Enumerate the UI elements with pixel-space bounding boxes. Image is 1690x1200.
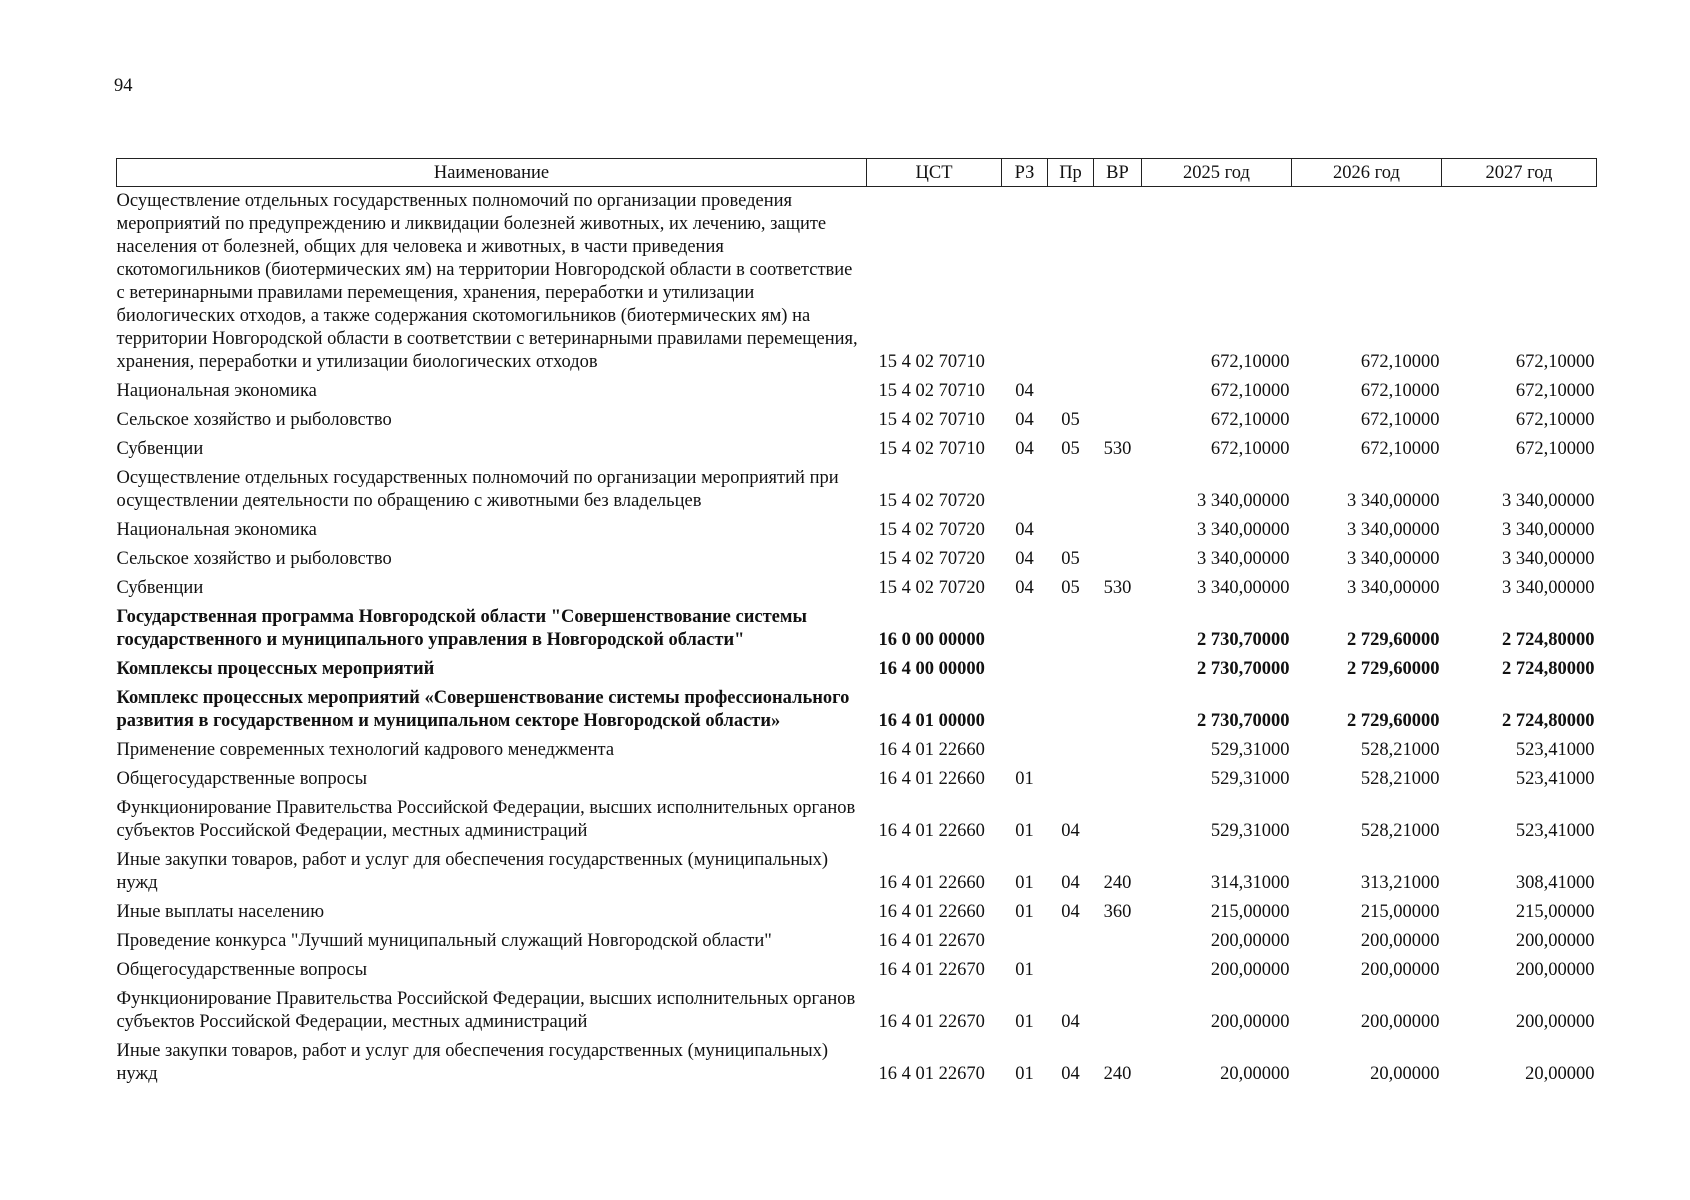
table-row: [117, 1037, 1597, 1089]
cell-rz: 04: [1015, 520, 1034, 540]
cell-vr: [1094, 187, 1142, 378]
cell-2025: 672,10000: [1210, 410, 1290, 430]
cell-2027: 200,00000: [1515, 960, 1595, 980]
cell-name: Проведение конкурса "Лучший муниципальный служащий Новгородской области": [116, 931, 772, 951]
cell-2025: 672,10000: [1210, 381, 1290, 401]
table-row: [117, 187, 1597, 378]
table-row: [117, 406, 1597, 435]
cell-2025: 3 340,00000: [1197, 549, 1290, 569]
cell-2025: 3 340,00000: [1197, 578, 1290, 598]
table-row: [117, 765, 1597, 794]
cell-2026: 3 340,00000: [1347, 578, 1440, 598]
cell-name: Осуществление отдельных государственных полномочий по организации мероприятий при осуществлении деятельности по обращению с животными без владельцев: [116, 468, 839, 511]
cell-vr: [1094, 794, 1142, 846]
cell-cst: 16 4 01 22670: [878, 960, 985, 980]
table-row: [117, 794, 1597, 846]
cell-2027: 200,00000: [1515, 931, 1595, 951]
cell-rz: 04: [1015, 381, 1034, 401]
cell-vr: 360: [1103, 902, 1132, 922]
cell-pr: [1048, 516, 1094, 545]
cell-vr: [1094, 655, 1142, 684]
cell-rz: [1002, 655, 1048, 684]
cell-rz: [1002, 464, 1048, 516]
cell-pr: 05: [1061, 439, 1080, 459]
cell-cst: 16 4 01 22670: [878, 1064, 985, 1084]
cell-2026: 672,10000: [1360, 439, 1440, 459]
cell-2027: 200,00000: [1515, 1012, 1595, 1032]
header-rz: РЗ: [1002, 159, 1048, 187]
table-row: [117, 846, 1597, 898]
cell-pr: [1048, 464, 1094, 516]
cell-2026: 3 340,00000: [1347, 549, 1440, 569]
cell-vr: [1094, 956, 1142, 985]
cell-name: Комплекс процессных мероприятий «Совершенствование системы профессионального развития в государственном и муниципальном секторе Новгородской области»: [116, 688, 850, 731]
cell-2026: 672,10000: [1360, 381, 1440, 401]
cell-2027: 2 724,80000: [1502, 659, 1595, 679]
cell-2027: 523,41000: [1515, 769, 1595, 789]
cell-vr: [1094, 985, 1142, 1037]
cell-2026: 20,00000: [1370, 1064, 1440, 1084]
cell-2025: 3 340,00000: [1197, 491, 1290, 511]
cell-2026: 528,21000: [1360, 740, 1440, 760]
cell-name: Комплексы процессных мероприятий: [116, 659, 435, 679]
cell-name: Общегосударственные вопросы: [116, 960, 368, 980]
table-row: [117, 574, 1597, 603]
table-row: [117, 377, 1597, 406]
cell-vr: [1094, 377, 1142, 406]
cell-2025: 672,10000: [1210, 439, 1290, 459]
cell-vr: [1094, 736, 1142, 765]
cell-2027: 3 340,00000: [1502, 578, 1595, 598]
cell-pr: 05: [1061, 410, 1080, 430]
cell-2027: 672,10000: [1515, 410, 1595, 430]
cell-2025: 2 730,70000: [1197, 659, 1290, 679]
cell-rz: 01: [1015, 1012, 1034, 1032]
cell-2027: 3 340,00000: [1502, 549, 1595, 569]
cell-vr: [1094, 765, 1142, 794]
cell-2026: 200,00000: [1360, 960, 1440, 980]
budget-table: [116, 158, 1597, 1089]
cell-2026: 528,21000: [1360, 769, 1440, 789]
table-row: [117, 956, 1597, 985]
header-name: Наименование: [117, 159, 867, 187]
cell-name: Функционирование Правительства Российской Федерации, высших исполнительных органов субъектов Российской Федерации, местных администраций: [116, 989, 856, 1032]
cell-2026: 2 729,60000: [1347, 659, 1440, 679]
cell-2027: 3 340,00000: [1502, 520, 1595, 540]
cell-2025: 2 730,70000: [1197, 630, 1290, 650]
cell-pr: 05: [1061, 549, 1080, 569]
header-2025: 2025 год: [1142, 159, 1292, 187]
cell-name: Сельское хозяйство и рыболовство: [116, 549, 392, 569]
cell-2026: 672,10000: [1360, 352, 1440, 372]
table-row: [117, 435, 1597, 464]
cell-vr: [1094, 516, 1142, 545]
cell-2026: 215,00000: [1360, 902, 1440, 922]
cell-2025: 200,00000: [1210, 1012, 1290, 1032]
page-number: 94: [114, 76, 133, 96]
cell-vr: [1094, 603, 1142, 655]
cell-cst: 16 4 01 22660: [878, 873, 985, 893]
cell-2026: 3 340,00000: [1347, 520, 1440, 540]
cell-2027: 308,41000: [1515, 873, 1595, 893]
header-vr: ВР: [1094, 159, 1142, 187]
cell-pr: [1048, 736, 1094, 765]
cell-cst: 16 4 01 22660: [878, 740, 985, 760]
cell-rz: 01: [1015, 769, 1034, 789]
cell-cst: 16 4 01 22670: [878, 1012, 985, 1032]
table-row: [117, 603, 1597, 655]
cell-cst: 16 4 01 22660: [878, 821, 985, 841]
cell-2026: 528,21000: [1360, 821, 1440, 841]
cell-pr: [1048, 765, 1094, 794]
cell-name: Субвенции: [116, 439, 204, 459]
cell-2025: 529,31000: [1210, 740, 1290, 760]
cell-cst: 15 4 02 70720: [878, 578, 985, 598]
cell-pr: 04: [1061, 873, 1080, 893]
cell-rz: [1002, 736, 1048, 765]
cell-name: Субвенции: [116, 578, 204, 598]
header-2027: 2027 год: [1442, 159, 1597, 187]
cell-rz: 04: [1015, 410, 1034, 430]
cell-vr: [1094, 464, 1142, 516]
header-cst: ЦСТ: [867, 159, 1002, 187]
cell-name: Национальная экономика: [116, 520, 317, 540]
cell-rz: 01: [1015, 821, 1034, 841]
cell-cst: 16 0 00 00000: [878, 630, 985, 650]
cell-2027: 20,00000: [1525, 1064, 1595, 1084]
cell-name: Иные закупки товаров, работ и услуг для обеспечения государственных (муниципальных) нужд: [116, 850, 829, 893]
table-row: [117, 898, 1597, 927]
cell-name: Сельское хозяйство и рыболовство: [116, 410, 392, 430]
cell-name: Государственная программа Новгородской области "Совершенствование системы государственного и муниципального управления в Новгородской области": [116, 607, 807, 650]
cell-2025: 314,31000: [1210, 873, 1290, 893]
cell-rz: [1002, 187, 1048, 378]
cell-name: Общегосударственные вопросы: [116, 769, 368, 789]
cell-cst: 16 4 01 00000: [878, 711, 985, 731]
cell-cst: 15 4 02 70720: [878, 520, 985, 540]
cell-name: Национальная экономика: [116, 381, 317, 401]
cell-name: Функционирование Правительства Российской Федерации, высших исполнительных органов субъектов Российской Федерации, местных администраций: [116, 798, 856, 841]
table-body: [117, 187, 1597, 1090]
cell-pr: 04: [1061, 1012, 1080, 1032]
cell-2026: 200,00000: [1360, 931, 1440, 951]
cell-pr: [1048, 684, 1094, 736]
cell-cst: 16 4 00 00000: [878, 659, 985, 679]
cell-vr: 240: [1103, 873, 1132, 893]
table-row: [117, 516, 1597, 545]
cell-vr: [1094, 684, 1142, 736]
cell-2027: 215,00000: [1515, 902, 1595, 922]
cell-2025: 529,31000: [1210, 821, 1290, 841]
cell-cst: 16 4 01 22660: [878, 902, 985, 922]
cell-rz: [1002, 684, 1048, 736]
cell-2027: 2 724,80000: [1502, 630, 1595, 650]
header-pr: Пр: [1048, 159, 1094, 187]
cell-cst: 15 4 02 70710: [878, 381, 985, 401]
cell-2027: 523,41000: [1515, 740, 1595, 760]
cell-2026: 2 729,60000: [1347, 711, 1440, 731]
budget-table-container: [116, 158, 1596, 1089]
table-row: [117, 545, 1597, 574]
cell-rz: 04: [1015, 439, 1034, 459]
cell-2025: 529,31000: [1210, 769, 1290, 789]
cell-cst: 16 4 01 22660: [878, 769, 985, 789]
cell-pr: 04: [1061, 1064, 1080, 1084]
cell-pr: 05: [1061, 578, 1080, 598]
cell-pr: 04: [1061, 902, 1080, 922]
cell-2025: 200,00000: [1210, 931, 1290, 951]
cell-cst: 15 4 02 70710: [878, 439, 985, 459]
cell-cst: 15 4 02 70720: [878, 549, 985, 569]
cell-2026: 672,10000: [1360, 410, 1440, 430]
cell-2027: 3 340,00000: [1502, 491, 1595, 511]
cell-2025: 672,10000: [1210, 352, 1290, 372]
cell-name: Иные закупки товаров, работ и услуг для обеспечения государственных (муниципальных) нужд: [116, 1041, 829, 1084]
cell-2025: 2 730,70000: [1197, 711, 1290, 731]
cell-rz: 04: [1015, 549, 1034, 569]
cell-rz: 01: [1015, 960, 1034, 980]
cell-vr: [1094, 545, 1142, 574]
cell-2026: 200,00000: [1360, 1012, 1440, 1032]
cell-2026: 2 729,60000: [1347, 630, 1440, 650]
cell-cst: 16 4 01 22670: [878, 931, 985, 951]
cell-cst: 15 4 02 70710: [878, 352, 985, 372]
cell-2027: 672,10000: [1515, 381, 1595, 401]
cell-rz: 01: [1015, 873, 1034, 893]
cell-pr: [1048, 377, 1094, 406]
table-row: [117, 736, 1597, 765]
cell-rz: 04: [1015, 578, 1034, 598]
cell-vr: [1094, 406, 1142, 435]
table-row: [117, 985, 1597, 1037]
cell-pr: [1048, 655, 1094, 684]
cell-rz: [1002, 927, 1048, 956]
cell-vr: 240: [1103, 1064, 1132, 1084]
cell-pr: [1048, 956, 1094, 985]
cell-2025: 200,00000: [1210, 960, 1290, 980]
cell-pr: 04: [1061, 821, 1080, 841]
cell-name: Иные выплаты населению: [116, 902, 325, 922]
cell-2027: 523,41000: [1515, 821, 1595, 841]
cell-cst: 15 4 02 70720: [878, 491, 985, 511]
cell-2025: 215,00000: [1210, 902, 1290, 922]
table-row: [117, 927, 1597, 956]
table-header-row: [117, 159, 1597, 187]
table-row: [117, 464, 1597, 516]
cell-vr: 530: [1103, 578, 1132, 598]
cell-rz: 01: [1015, 1064, 1034, 1084]
cell-2025: 3 340,00000: [1197, 520, 1290, 540]
cell-name: Применение современных технологий кадрового менеджмента: [116, 740, 615, 760]
cell-vr: 530: [1103, 439, 1132, 459]
cell-vr: [1094, 927, 1142, 956]
cell-rz: [1002, 603, 1048, 655]
cell-rz: 01: [1015, 902, 1034, 922]
cell-pr: [1048, 927, 1094, 956]
cell-name: Осуществление отдельных государственных полномочий по организации проведения мероприятий по предупреждению и ликвидации болезней животных, их лечению, защите населения от болезней, общих для человека и животных, в части приведения скотомогильников (биотермических ям) на территории Новгородской области в соответствие с ветеринарными правилами перемещения, хранения, переработки и утилизации биологических отходов, а также содержания скотомогильников (биотермических ям) на территории Новгородской области в соответствии с ветеринарными правилами перемещения, хранения, переработки и утилизации биологических отходов: [116, 191, 858, 372]
cell-pr: [1048, 603, 1094, 655]
header-2026: 2026 год: [1292, 159, 1442, 187]
cell-cst: 15 4 02 70710: [878, 410, 985, 430]
cell-2027: 672,10000: [1515, 439, 1595, 459]
cell-2025: 20,00000: [1220, 1064, 1290, 1084]
cell-2027: 672,10000: [1515, 352, 1595, 372]
cell-2026: 313,21000: [1360, 873, 1440, 893]
table-row: [117, 655, 1597, 684]
cell-pr: [1048, 187, 1094, 378]
cell-2026: 3 340,00000: [1347, 491, 1440, 511]
table-row: [117, 684, 1597, 736]
cell-2027: 2 724,80000: [1502, 711, 1595, 731]
